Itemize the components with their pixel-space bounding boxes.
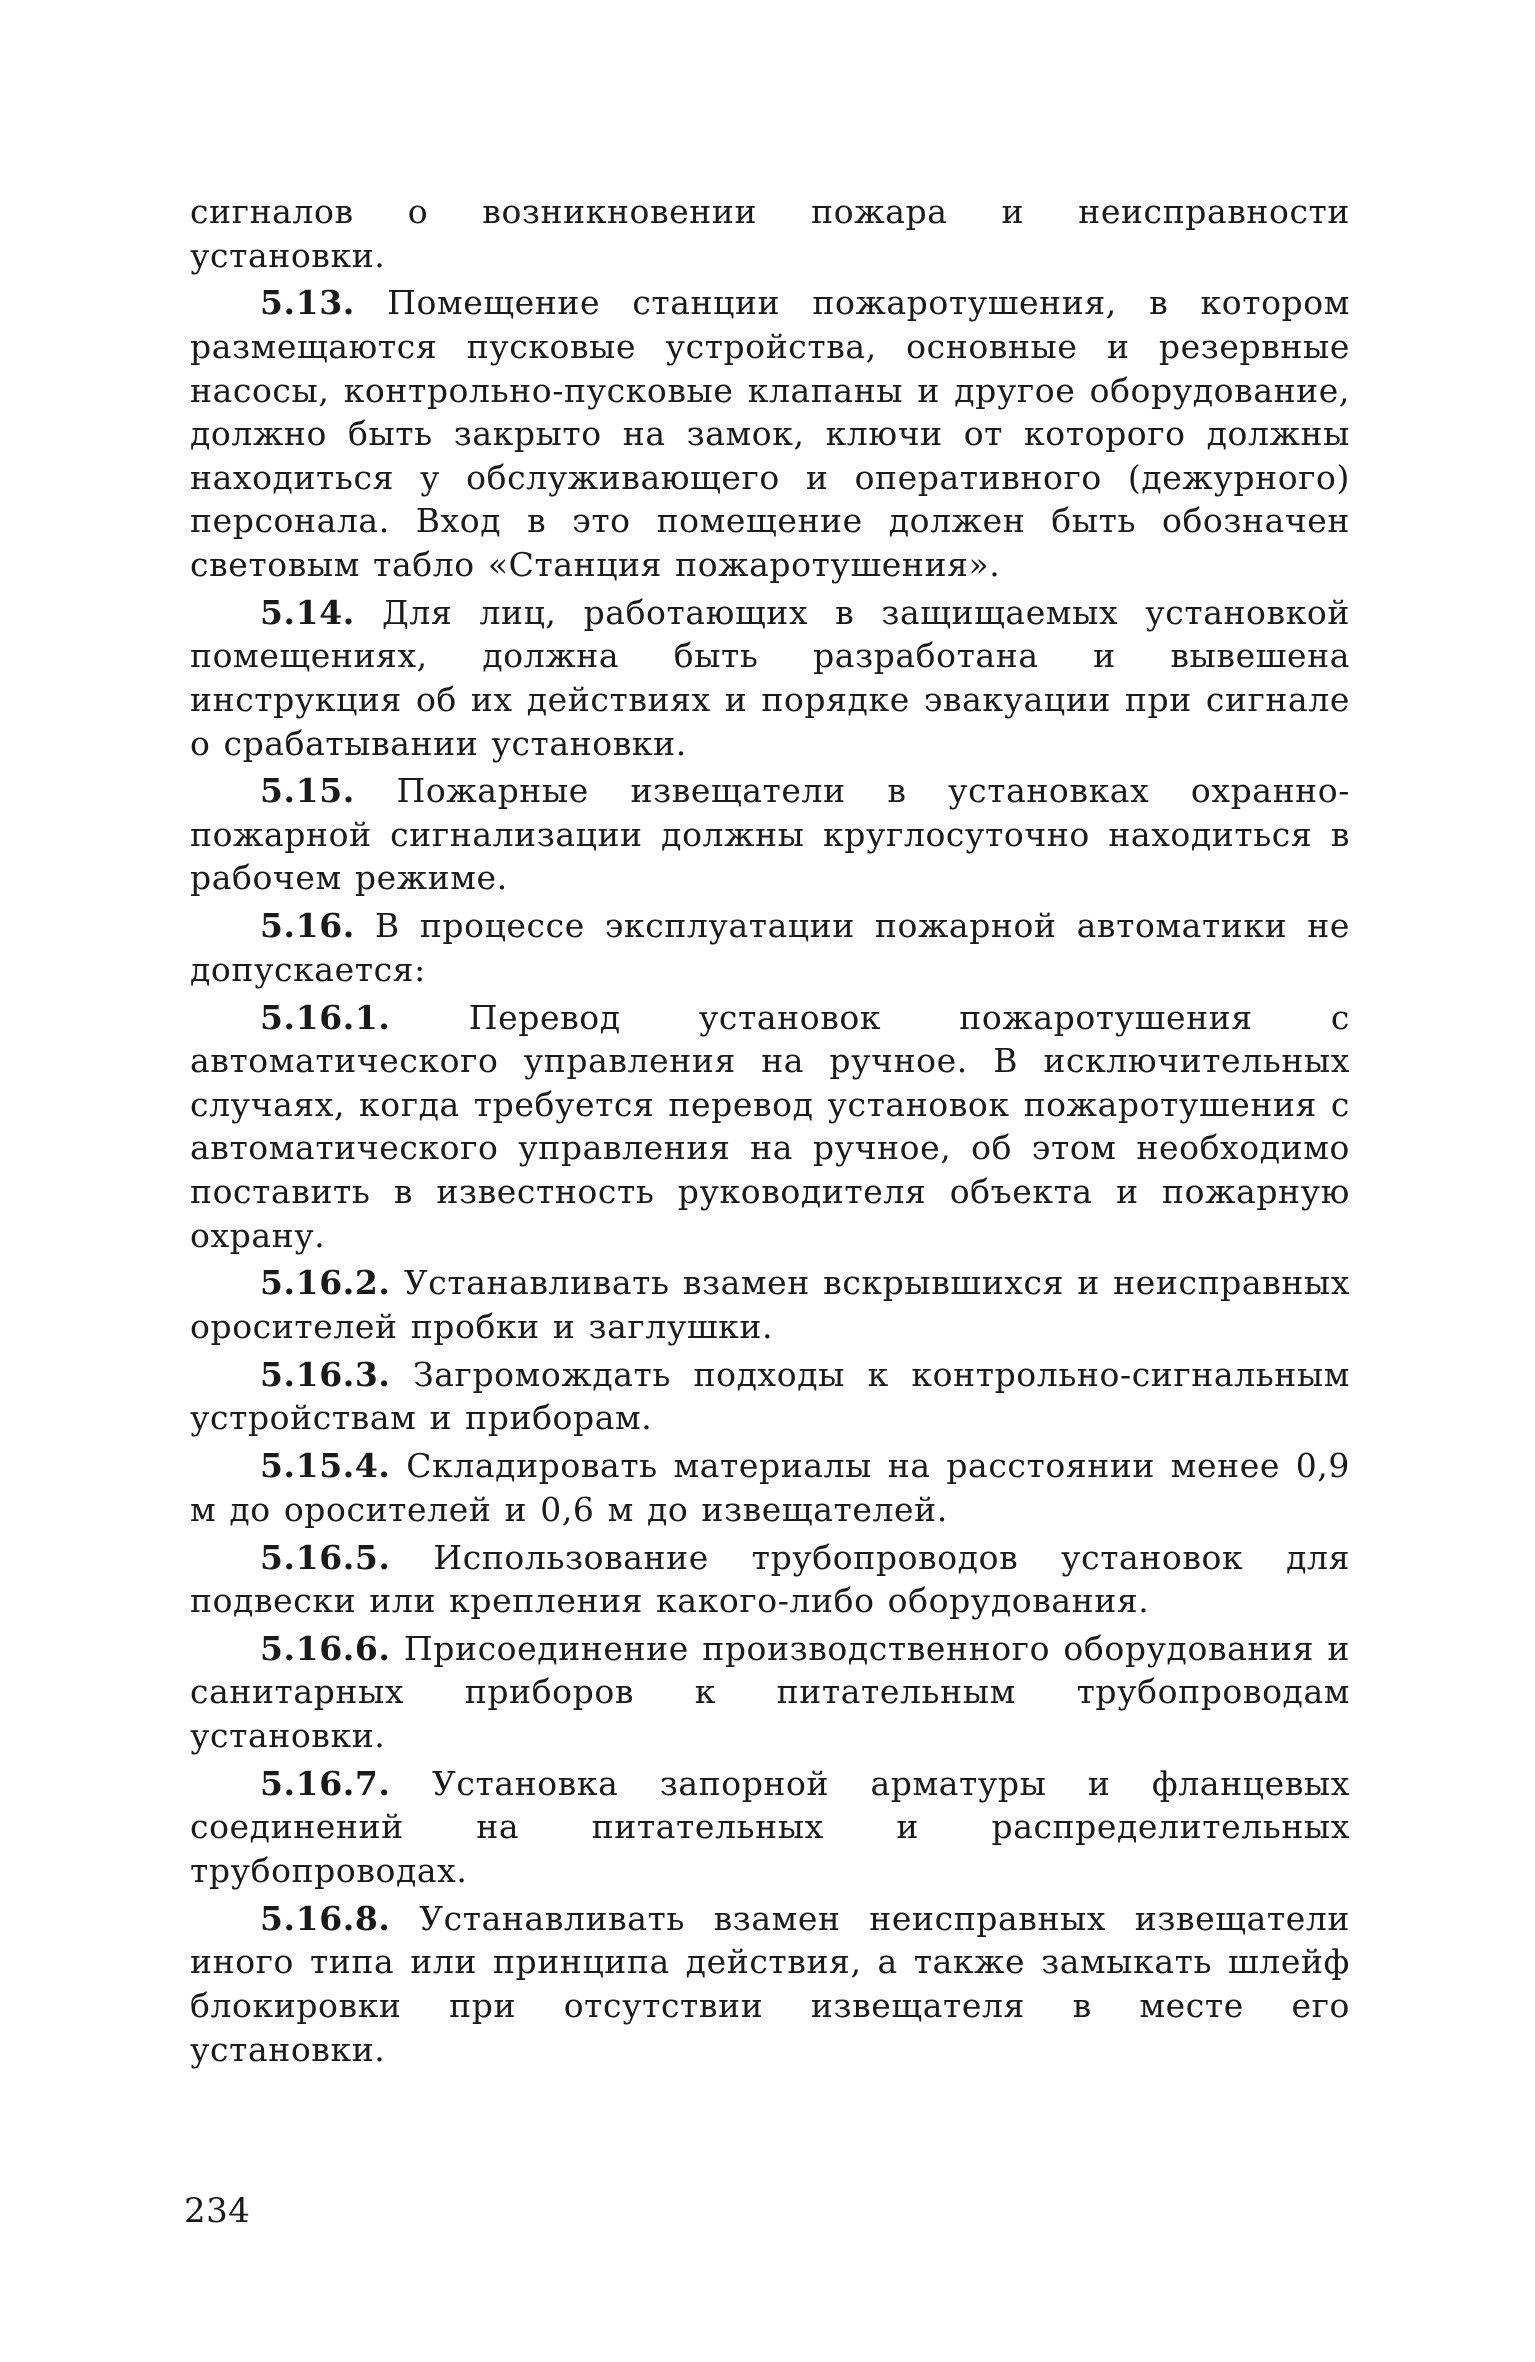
paragraph-text: Для лиц, работающих в защищаемых установкой помещениях, должна быть разработана и вывешена инструкция об их действиях и порядке эвакуации при сигнале о срабатывании установки.	[190, 592, 1350, 763]
paragraph-number: 5.16.5.	[260, 1537, 391, 1577]
paragraph-text: Устанавливать взамен вскрывшихся и неисправных оросителей пробки и заглушки.	[190, 1263, 1351, 1346]
paragraph-5-14	[190, 591, 1350, 765]
paragraph-5-16	[190, 904, 1350, 991]
body-text	[190, 190, 1350, 2075]
paragraph-text: Присоединение производственного оборудования и санитарных приборов к питательным трубопроводам установки.	[190, 1628, 1350, 1756]
paragraph-number: 5.15.	[260, 771, 355, 811]
paragraph-text: сигналов о возникновении пожара и неисправности установки.	[190, 192, 1350, 275]
paragraph-5-13	[190, 281, 1350, 586]
paragraph-number: 5.16.	[260, 906, 355, 946]
paragraph-continuation	[190, 190, 1350, 277]
paragraph-number: 5.16.1.	[260, 997, 391, 1037]
paragraph-number: 5.14.	[260, 592, 355, 632]
paragraph-number: 5.13.	[260, 283, 355, 323]
paragraph-5-16-7	[190, 1762, 1350, 1893]
paragraph-number: 5.15.4.	[260, 1446, 391, 1486]
paragraph-number: 5.16.2.	[260, 1263, 391, 1303]
paragraph-5-16-2	[190, 1261, 1350, 1348]
paragraph-number: 5.16.6.	[260, 1628, 391, 1668]
paragraph-number: 5.16.7.	[260, 1763, 391, 1803]
paragraph-5-16-1	[190, 996, 1350, 1258]
paragraph-5-16-3	[190, 1353, 1350, 1440]
paragraph-text: Использование трубопроводов установок для подвески или крепления какого-либо оборудования.	[190, 1537, 1351, 1621]
paragraph-5-16-8	[190, 1897, 1350, 2071]
paragraph-number: 5.16.3.	[260, 1354, 391, 1394]
paragraph-text: Пожарные извещатели в установках охранно-пожарной сигнализации должны круглосуточно находиться в рабочем режиме.	[190, 771, 1350, 898]
paragraph-5-16-5	[190, 1536, 1350, 1623]
paragraph-text: Складировать материалы на расстоянии менее 0,9 м до оросителей и 0,6 м до извещателей.	[190, 1446, 1350, 1529]
paragraph-5-16-6	[190, 1627, 1350, 1758]
paragraph-text: Загромождать подходы к контрольно-сигнальным устройствам и приборам.	[190, 1354, 1350, 1438]
paragraph-text: Перевод установок пожаротушения с автоматического управления на ручное. В исключительных случаях, когда требуется перевод установок пожаротушения с автоматического управления на ручное, об этом необходимо поставить в известность руководителя объекта и пожарную охрану.	[190, 997, 1350, 1255]
paragraph-5-15	[190, 769, 1350, 900]
paragraph-text: Устанавливать взамен неисправных извещатели иного типа или принципа действия, а также замыкать шлейф блокировки при отсутствии извещателя в месте его установки.	[190, 1898, 1350, 2069]
paragraph-text: В процессе эксплуатации пожарной автоматики не допускается:	[190, 906, 1350, 989]
paragraph-text: Помещение станции пожаротушения, в котором размещаются пусковые устройства, основные и резервные насосы, контрольно-пусковые клапаны и другое оборудование, должно быть закрыто на замок, ключи от которого должны находиться у обслуживающего и оперативного (дежурного) персонала. Вход в это помещение должен быть обозначен световым табло «Станция пожаротушения».	[190, 283, 1350, 584]
page-number: 234	[184, 2191, 251, 2231]
paragraph-5-15-4	[190, 1444, 1350, 1531]
paragraph-text: Установка запорной арматуры и фланцевых соединений на питательных и распределительных трубопроводах.	[190, 1763, 1350, 1891]
paragraph-number: 5.16.8.	[260, 1898, 391, 1938]
